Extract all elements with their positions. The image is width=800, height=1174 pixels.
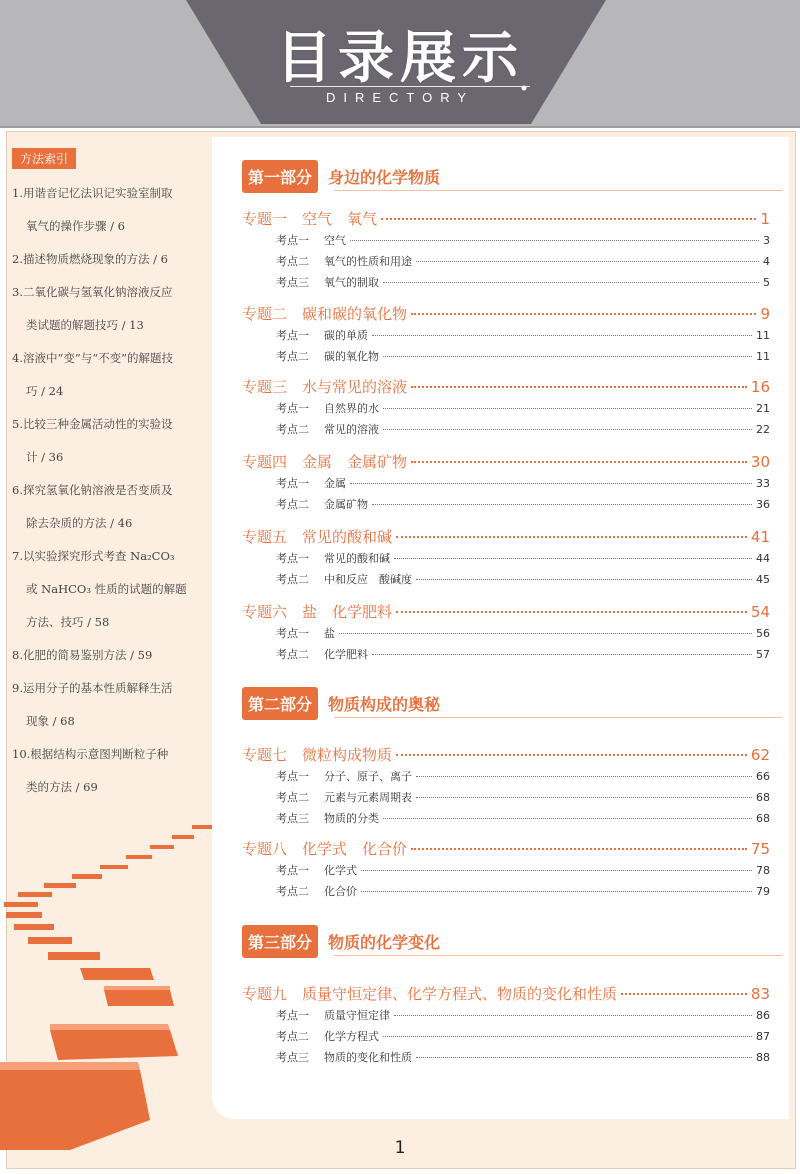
method-index-item: 8.化肥的简易鉴别方法 / 59 [12,648,153,662]
subtopic-key: 考点二 [276,423,309,436]
toc-subtopic[interactable] [276,400,770,416]
method-index-item: 3.二氧化碳与氢氧化钠溶液反应 [12,285,173,299]
topic-page: 62 [750,746,770,764]
method-index-item: 1.用谐音记忆法识记实验室制取 [12,186,173,200]
subtopic-key: 考点一 [276,864,309,877]
subtopic-page: 45 [756,573,770,586]
subtopic-page: 87 [756,1030,770,1043]
leader-dots [394,1015,752,1016]
topic-page: 54 [750,603,770,621]
topic-page: 30 [750,453,770,471]
method-index-item: 类试题的解题技巧 / 13 [26,318,144,332]
subtopic-key: 考点三 [276,1051,309,1064]
subtopic-title: 氧气的制取 [324,276,379,289]
leader-dots [383,818,752,819]
topic-title: 专题九 质量守恒定律、化学方程式、物质的变化和性质 [242,985,618,1003]
part-2-title: 物质构成的奥秘 [328,695,441,714]
subtopic-key: 考点二 [276,498,309,511]
method-index-item: 2.描述物质燃烧现象的方法 / 6 [12,252,168,266]
leader-dots [411,386,747,388]
toc-topic[interactable] [242,208,770,229]
subtopic-title: 化学方程式 [324,1030,379,1043]
subtopic-key: 考点二 [276,1030,309,1043]
topic-page: 1 [760,210,770,228]
leader-dots [411,461,747,463]
subtopic-key: 考点一 [276,477,309,490]
subtopic-title: 物质的分类 [324,812,379,825]
subtopic-title: 常见的酸和碱 [324,552,390,565]
topic-title: 专题四 金属 金属矿物 [242,453,408,471]
leader-dots [621,993,747,995]
method-index-item: 7.以实验探究形式考查 Na₂CO₃ [12,549,175,563]
leader-dots [416,797,752,798]
leader-dots [383,408,752,409]
leader-dots [361,891,752,892]
toc-topic[interactable] [242,451,770,472]
leader-dots [372,654,752,655]
method-index-tag: 方法索引 [12,148,76,169]
part-1-heading [242,160,440,193]
method-index [12,148,202,804]
subtopic-title: 物质的变化和性质 [324,1051,412,1064]
subtopic-title: 碳的氧化物 [324,350,379,363]
subtopic-key: 考点三 [276,812,309,825]
toc-topic[interactable] [242,601,770,622]
subtopic-page: 44 [756,552,770,565]
subtopic-title: 金属 [324,477,346,490]
page-title: 目录展示 [276,26,524,91]
subtopic-page: 88 [756,1051,770,1064]
subtopic-page: 33 [756,477,770,490]
subtopic-key: 考点二 [276,255,309,268]
subtopic-title: 氧气的性质和用途 [324,255,412,268]
subtopic-title: 中和反应 酸碱度 [324,573,412,586]
toc-subtopic[interactable] [276,253,770,269]
part-2-heading [242,687,440,720]
subtopic-page: 11 [756,329,770,342]
toc-topic[interactable] [242,744,770,765]
method-index-item: 10.根据结构示意图判断粒子种 [12,747,169,761]
subtopic-title: 金属矿物 [324,498,368,511]
toc-topic[interactable] [242,526,770,547]
toc-subtopic[interactable] [276,274,770,290]
topic-title: 专题八 化学式 化合价 [242,840,408,858]
subtopic-title: 元素与元素周期表 [324,791,412,804]
part-2-label: 第二部分 [242,687,318,720]
subtopic-key: 考点二 [276,648,309,661]
subtopic-title: 化学肥料 [324,648,368,661]
subtopic-key: 考点一 [276,770,309,783]
leader-dots [416,1057,752,1058]
leader-dots [350,240,759,241]
method-index-list [12,177,202,804]
method-index-item: 计 / 36 [26,450,64,464]
subtopic-title: 盐 [324,627,335,640]
leader-dots [416,776,752,777]
subtopic-key: 考点一 [276,402,309,415]
part-3-heading [242,925,440,958]
subtopic-page: 21 [756,402,770,415]
subtopic-title: 常见的溶液 [324,423,379,436]
toc-subtopic[interactable] [276,883,770,899]
subtopic-key: 考点一 [276,552,309,565]
page-subtitle: DIRECTORY [325,90,475,105]
topic-title: 专题二 碳和碳的氧化物 [242,305,408,323]
part-2-rule [334,717,782,718]
method-index-item: 除去杂质的方法 / 46 [26,516,133,530]
subtopic-title: 化学式 [324,864,357,877]
topic-title: 专题一 空气 氧气 [242,210,378,228]
page-number: 1 [394,1138,406,1158]
leader-dots [383,356,752,357]
leader-dots [383,429,752,430]
subtopic-key: 考点二 [276,350,309,363]
leader-dots [350,483,752,484]
method-index-item: 巧 / 24 [26,384,64,398]
leader-dots [416,579,752,580]
part-3-title: 物质的化学变化 [328,933,441,952]
topic-page: 16 [750,378,770,396]
toc-subtopic[interactable] [276,646,770,662]
leader-dots [372,504,752,505]
subtopic-page: 4 [763,255,770,268]
subtopic-title: 碳的单质 [324,329,368,342]
subtopic-page: 22 [756,423,770,436]
subtopic-key: 考点二 [276,885,309,898]
method-index-item: 或 NaHCO₃ 性质的试题的解题 [26,582,187,596]
part-3-rule [334,955,782,956]
toc-topic[interactable] [242,376,770,397]
toc-subtopic[interactable] [276,862,770,878]
topic-page: 75 [750,840,770,858]
leader-dots [381,218,756,220]
leader-dots [411,848,747,850]
subtopic-key: 考点二 [276,573,309,586]
method-index-item: 4.溶液中“变”与“不变”的解题技 [12,351,173,365]
subtopic-key: 考点一 [276,234,309,247]
subtopic-page: 68 [756,812,770,825]
subtopic-page: 5 [763,276,770,289]
subtopic-page: 3 [763,234,770,247]
topic-page: 83 [750,985,770,1003]
leader-dots [361,870,752,871]
topic-title: 专题五 常见的酸和碱 [242,528,393,546]
toc-subtopic[interactable] [276,475,770,491]
leader-dots [394,558,752,559]
toc-topic[interactable] [242,983,770,1004]
toc-subtopic[interactable] [276,496,770,512]
toc-subtopic[interactable] [276,571,770,587]
topic-title: 专题六 盐 化学肥料 [242,603,393,621]
leader-dots [372,335,752,336]
subtopic-page: 11 [756,350,770,363]
leader-dots [416,261,759,262]
toc-subtopic[interactable] [276,810,770,826]
toc-subtopic[interactable] [276,327,770,343]
toc-subtopic[interactable] [276,625,770,641]
subtopic-title: 分子、原子、离子 [324,770,412,783]
topic-page: 41 [750,528,770,546]
stairs-illustration [0,820,215,1150]
subtopic-page: 79 [756,885,770,898]
topic-title: 专题七 微粒构成物质 [242,746,393,764]
toc-subtopic[interactable] [276,348,770,364]
subtopic-title: 空气 [324,234,346,247]
toc-subtopic[interactable] [276,1049,770,1065]
subtopic-key: 考点一 [276,627,309,640]
subtopic-page: 68 [756,791,770,804]
method-index-item: 6.探究氢氧化钠溶液是否变质及 [12,483,173,497]
subtopic-page: 78 [756,864,770,877]
leader-dots [396,754,747,756]
toc-subtopic[interactable] [276,1028,770,1044]
subtopic-key: 考点一 [276,329,309,342]
leader-dots [383,282,759,283]
header-banner [0,0,800,128]
leader-dots [383,1036,752,1037]
leader-dots [396,536,747,538]
toc-subtopic[interactable] [276,789,770,805]
method-index-item: 现象 / 68 [26,714,75,728]
subtopic-page: 56 [756,627,770,640]
method-index-item: 氧气的操作步骤 / 6 [26,219,126,233]
part-1-label: 第一部分 [242,160,318,193]
part-1-title: 身边的化学物质 [328,168,441,187]
subtopic-key: 考点二 [276,791,309,804]
toc-topic[interactable] [242,303,770,324]
subtopic-title: 自然界的水 [324,402,379,415]
part-1-rule [334,190,782,191]
leader-dots [396,611,747,613]
subtopic-page: 66 [756,770,770,783]
method-index-item: 5.比较三种金属活动性的实验设 [12,417,173,431]
topic-title: 专题三 水与常见的溶液 [242,378,408,396]
method-index-item: 方法、技巧 / 58 [26,615,110,629]
part-3-label: 第三部分 [242,925,318,958]
toc-topic[interactable] [242,838,770,859]
subtopic-key: 考点一 [276,1009,309,1022]
toc-subtopic[interactable] [276,768,770,784]
leader-dots [411,313,756,315]
toc-subtopic[interactable] [276,232,770,248]
method-index-item: 类的方法 / 69 [26,780,98,794]
leader-dots [339,633,752,634]
subtopic-title: 质量守恒定律 [324,1009,390,1022]
toc-subtopic[interactable] [276,421,770,437]
toc-subtopic[interactable] [276,1007,770,1023]
method-index-item: 9.运用分子的基本性质解释生活 [12,681,173,695]
subtopic-page: 57 [756,648,770,661]
subtopic-title: 化合价 [324,885,357,898]
topic-page: 9 [760,305,770,323]
toc-subtopic[interactable] [276,550,770,566]
subtopic-page: 36 [756,498,770,511]
subtopic-page: 86 [756,1009,770,1022]
subtopic-key: 考点三 [276,276,309,289]
